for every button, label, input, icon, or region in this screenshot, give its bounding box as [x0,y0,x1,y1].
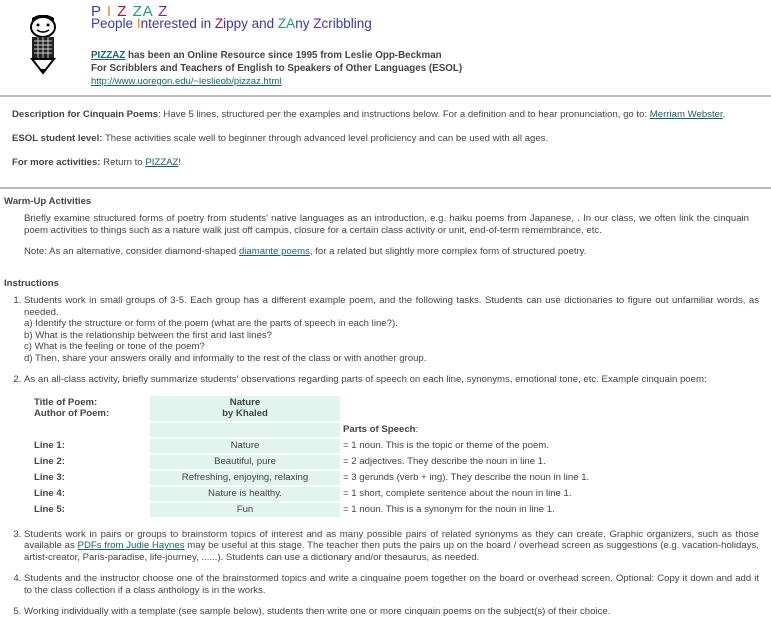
more-text: Return to [100,157,146,168]
line-label: Line 3: [34,471,65,483]
parts-of-speech-header: Parts of Speech: [343,423,419,435]
more-label: For more activities: [12,157,101,168]
info-line2: For Scribblers and Teachers of English to Speakers of Other Languages (ESOL) [91,63,463,74]
warmup-heading: Warm-Up Activities [4,196,92,207]
item3-pre: Students work in pairs or groups to brainstorm topics of interest and as many possible pairs of related synonyms as they can create. Graphic organizers, such as those available as [24,528,759,551]
instruction-item-1 [24,295,759,364]
instruction-item-2 [24,374,759,519]
pizzaz-return-link[interactable]: PIZZAZ [145,157,179,168]
line-label: Line 2: [34,455,65,467]
title-value: Nature by Khaled [150,396,340,421]
instruction-item-5: 5. Working individually with a template (see sample below), students then write one or more cinquain poems on the subject(s) of their choice. [24,606,759,618]
title-label: Title of Poem: Author of Poem: [34,396,110,419]
line-part-of-speech: = 2 adjectives. They describe the noun in line 1. [343,455,546,467]
task-b: b) What is the relationship between the first and last lines? [24,329,272,341]
warmup-paragraph: Briefly examine structured forms of poetry from students' native languages as an introduction, e.g. haiku poems from Japanese, . In our class, we often link the cinquain poem activities to things such as a nature walk just off campus, closure for a certain class activity or unit, end-of-term remembrance, etc. [24,213,749,236]
pencil-mascot-logo [26,15,60,75]
instruction-item-4: 4. Students and the instructor choose one of the brainstormed topics and write a cinquaine poem together on the board or overhead screen. Optional: Copy it down and add it to the class collection if a class anthology is in the works. [24,573,759,596]
item2-text: As an all-class activity, briefly summarize students' observations regarding parts of speech on each line, synonyms, emotional tone, etc. Example cinquain poem: [24,374,707,385]
warmup-section [24,213,749,258]
line-part-of-speech: = 1 noun. This is a synonym for the noun in line 1. [343,503,555,515]
table-row [30,503,593,517]
table-row [30,487,593,501]
colored-letter: ippy and [223,16,278,31]
divider [0,187,771,189]
instructions-heading: Instructions [4,278,59,289]
task-c: c) What is the feeling or tone of the poem? [24,341,205,352]
colored-letter: ZA [132,3,153,20]
table-row [30,471,593,485]
pizzaz-link[interactable]: PIZZAZ [91,50,126,61]
more-end: ! [178,157,182,168]
author-value: by Khaled [222,408,268,419]
diamante-poems-link[interactable]: diamante poems [238,246,310,257]
table-row [30,423,593,437]
note-post: , for a related but slightly more complex form of structured poetry. [309,246,587,257]
line-part-of-speech: = 3 gerunds (verb + ing). They describe the noun in line 1. [343,471,590,483]
colored-letter: P [91,16,101,31]
line-text: Beautiful, pure [150,455,340,469]
colored-letter: cribbling [321,16,372,31]
description-text: : Have 5 lines, structured per the examples and instructions below. For a definition and to hear pronunciation, go to: [158,109,650,120]
line-part-of-speech: = 1 noun. This is the topic or theme of the poem. [343,439,549,451]
line-text: Refreshing, enjoying, relaxing [150,471,340,485]
line-label: Line 4: [34,487,65,499]
colored-letter: Z [158,3,169,20]
instruction-item-3 [24,529,759,564]
item1-text: Students work in small groups of 3-5. Each group has a different example poem, and the following tasks. Students can use dictionaries to figure out unfamiliar words, as needed. [24,295,759,318]
brand-tagline [91,16,372,31]
line-label: Line 1: [34,439,65,451]
intro-section [0,97,771,187]
author-label: Author of Poem: [34,408,110,419]
colored-letter: ny [295,16,314,31]
merriam-webster-link[interactable]: Merriam Webster [649,109,723,120]
task-a: a) Identify the structure or form of the poem (what are the parts of speech in each line?). [24,318,398,329]
site-url-link[interactable]: http://www.uoregon.edu/~leslieob/pizzaz.html [91,76,282,87]
judie-haynes-pdfs-link[interactable]: PDFs from Judie Haynes [77,540,185,551]
instructions-list [0,295,771,618]
colored-letter: Z [214,16,224,31]
colored-letter: I [136,16,141,31]
colored-letter: eople [100,16,137,31]
note-pre: Note: As an alternative, consider diamond-shaped [24,246,239,257]
student-level [12,133,759,144]
item3-post: may be useful at this stage. The teacher then puts the pairs up on the board / overhead screen as suggestions (e.g. vacation-holidays, artist-creator, Paris-paradise, life-journey, ......). Students can use a dictionary and/or thesaurus, as needed. [24,540,759,563]
colored-letter: nterested in [140,16,215,31]
info-line1: has been an Online Resource since 1995 from Leslie Opp-Beckman [125,50,442,61]
line-text: Nature [150,439,340,453]
site-header [0,0,771,95]
colored-letter: ZA [277,16,296,31]
line-part-of-speech: = 1 short, complete sentence about the noun in line 1. [343,487,572,499]
table-row [30,439,593,453]
line-text: Fun [150,503,340,517]
site-info [91,49,462,75]
example-poem-table [30,394,593,519]
colored-letter: I [106,3,113,20]
description: Description for Cinquain Poems: Have 5 lines, structured per the examples and instructions below. For a definition and to hear pronunciation, go to: Merriam Webster. [12,109,726,120]
more-activities [12,157,759,168]
line-label: Line 5: [34,503,65,515]
level-text: These activities scale well to beginner through advanced level proficiency and can be used with all ages. [102,133,549,144]
description-label: Description for Cinquain Poems [12,109,159,120]
warmup-note [24,246,749,258]
line-text: Nature is healthy. [150,487,340,501]
colored-letter: P [91,3,102,20]
task-d: d) Then, share your answers orally and informally to the rest of the class or with another group. [24,352,427,364]
level-label: ESOL student level: [12,133,103,144]
table-row [30,396,593,421]
table-row [30,455,593,469]
colored-letter: Z [313,16,322,31]
colored-letter: Z [117,3,128,20]
